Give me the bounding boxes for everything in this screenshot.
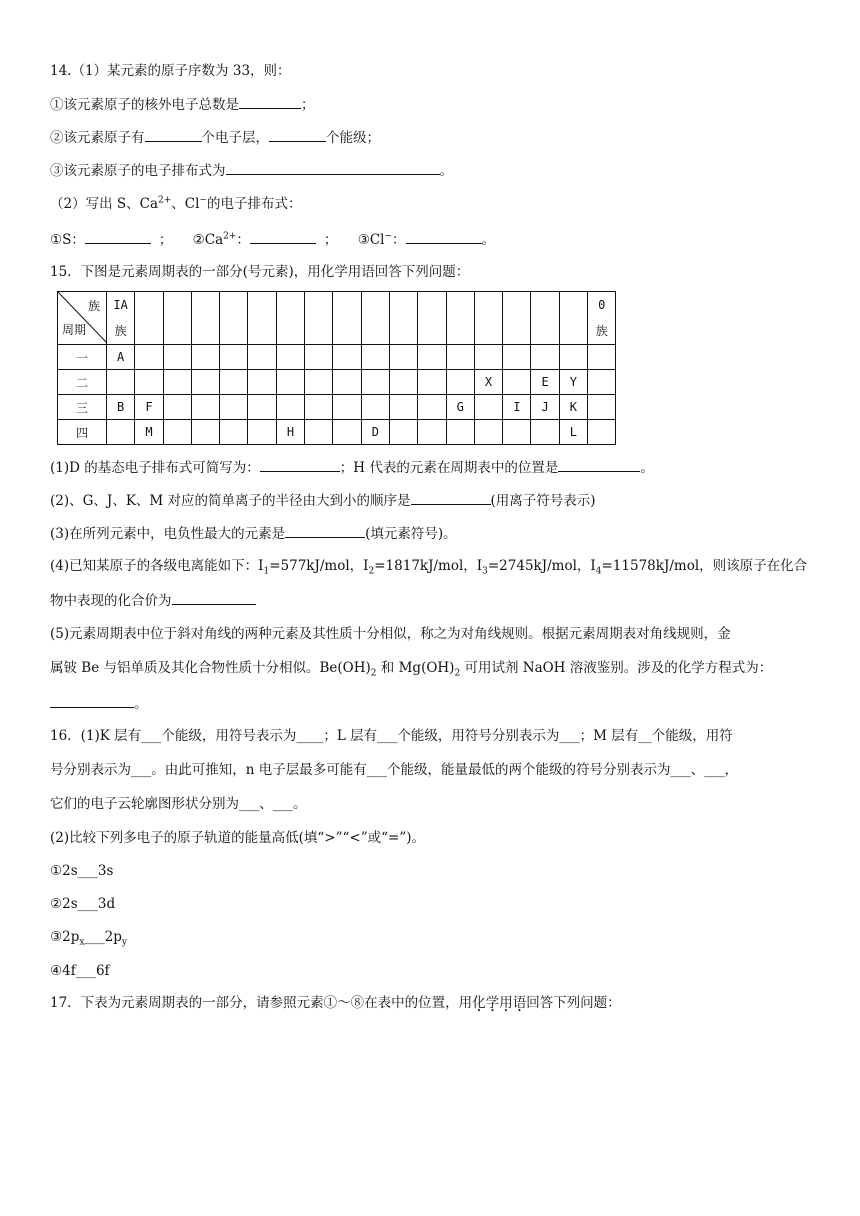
table-row xyxy=(58,420,616,445)
element-cell: J xyxy=(531,395,559,420)
element-cell xyxy=(191,370,219,395)
q16-line-3: 它们的电子云轮廓图形状分别为___、___。 xyxy=(50,796,307,812)
answer-blank[interactable] xyxy=(260,457,340,472)
element-cell xyxy=(418,395,446,420)
q15-title: 15．下图是元素周期表的一部分(号元素)，用化学用语回答下列问题： xyxy=(50,264,470,280)
element-cell xyxy=(418,345,446,370)
answer-blank[interactable] xyxy=(145,127,202,142)
element-cell xyxy=(276,345,304,370)
table-row xyxy=(58,345,616,370)
element-cell xyxy=(305,370,333,395)
element-cell xyxy=(531,420,559,445)
period-label: 四 xyxy=(58,420,107,445)
q14-item-2: ②该元素原子有 个电子层， 个能级； xyxy=(50,127,380,147)
element-cell: A xyxy=(107,345,135,370)
answer-blank[interactable] xyxy=(411,490,491,505)
table-row xyxy=(58,395,616,420)
element-cell xyxy=(276,370,304,395)
element-cell xyxy=(361,370,389,395)
element-cell: Y xyxy=(559,370,587,395)
element-cell xyxy=(389,395,417,420)
answer-blank[interactable] xyxy=(172,590,256,605)
corner-cell xyxy=(58,292,107,345)
q15-sub-5: (5)元素周期表中位于斜对角线的两种元素及其性质十分相似，称之为对角线规则。根据元素周期表对角线规则，金 xyxy=(50,626,731,642)
element-cell xyxy=(248,370,276,395)
element-cell xyxy=(389,345,417,370)
element-cell xyxy=(248,395,276,420)
element-cell xyxy=(389,420,417,445)
q15-sub-4: (4)已知某原子的各级电离能如下：$I_1=577kJ$/mol，$I_2=1817kJ$/mol，$I_3=2745kJ$/mol，$I_4=11578kJ$/mol，则该原子在化合 xyxy=(50,558,808,577)
q15-sub-2: (2)、G、J、K、M 对应的简单离子的半径由大到小的顺序是 (用离子符号表示) xyxy=(50,490,596,510)
element-cell xyxy=(191,345,219,370)
group-ia-header: IA 族 xyxy=(107,292,135,345)
element-cell: E xyxy=(531,370,559,395)
q15-sub-5-cont: 属铍 Be 与铝单质及其化合物性质十分相似。$Be(OH)_2$ 和 $Mg(OH)_2$ 可用试剂 NaOH 溶液鉴别。涉及的化学方程式为： xyxy=(50,660,773,679)
element-cell xyxy=(248,345,276,370)
element-cell xyxy=(361,395,389,420)
q16-part2-title: (2)比较下列多电子的原子轨道的能量高低(填“>”“<”或“=”)。 xyxy=(50,830,426,846)
element-cell xyxy=(107,370,135,395)
q16-compare-2: ②2s___3d xyxy=(50,896,116,912)
element-cell xyxy=(474,345,502,370)
element-cell xyxy=(503,345,531,370)
element-cell: M xyxy=(135,420,163,445)
element-cell xyxy=(248,420,276,445)
element-cell xyxy=(191,395,219,420)
element-cell xyxy=(361,345,389,370)
element-cell xyxy=(503,370,531,395)
answer-blank[interactable] xyxy=(85,229,151,244)
element-cell xyxy=(531,345,559,370)
element-cell xyxy=(305,420,333,445)
element-cell xyxy=(446,420,474,445)
q16-line-2: 号分别表示为___。由此可推知，n 电子层最多可能有___个能级，能量最低的两个能级的符号分别表示为___、___， xyxy=(50,762,738,778)
element-cell xyxy=(333,370,361,395)
corner-group-label: 族 xyxy=(87,299,100,313)
group-0-header: 0 族 xyxy=(588,292,616,345)
element-cell xyxy=(588,345,616,370)
element-cell: K xyxy=(559,395,587,420)
q15-sub-1: (1)D 的基态电子排布式可简写为： ；H 代表的元素在周期表中的位置是 。 xyxy=(50,457,654,477)
q16-compare-4: ④4f___6f xyxy=(50,963,110,979)
q16-compare-1: ①2s___3s xyxy=(50,863,114,879)
element-cell xyxy=(220,420,248,445)
element-cell: H xyxy=(276,420,304,445)
element-cell: F xyxy=(135,395,163,420)
q14-part2-answers: ①S： ； $②Ca^{2+}$： ； ③Cl−： 。 xyxy=(50,229,495,249)
q15-sub-5-answer: 。 xyxy=(50,693,148,713)
element-cell xyxy=(333,420,361,445)
element-cell: X xyxy=(474,370,502,395)
answer-blank[interactable] xyxy=(269,127,326,142)
element-cell xyxy=(474,395,502,420)
element-cell xyxy=(588,370,616,395)
period-label: 三 xyxy=(58,395,107,420)
element-cell xyxy=(588,420,616,445)
answer-blank[interactable] xyxy=(285,523,365,538)
element-cell: G xyxy=(446,395,474,420)
element-cell xyxy=(163,420,191,445)
q16-line-1: 16．(1)K 层有___个能级，用符号表示为____；L 层有___个能级，用符号分别表示为___；M 层有__个能级，用符 xyxy=(50,728,733,744)
element-cell: D xyxy=(361,420,389,445)
element-cell xyxy=(474,420,502,445)
q14-part2-title: （2）写出 S、$Ca^{2+}$、Cl−的电子排布式： xyxy=(50,195,302,212)
element-cell xyxy=(305,395,333,420)
q16-compare-3: $③2p_x\_\_\_2p_y$ xyxy=(50,929,127,948)
element-cell xyxy=(163,345,191,370)
corner-period-label: 周期 xyxy=(62,323,87,337)
answer-blank[interactable] xyxy=(250,229,316,244)
answer-blank[interactable] xyxy=(50,693,134,708)
element-cell xyxy=(559,345,587,370)
table-row xyxy=(58,370,616,395)
element-cell xyxy=(305,345,333,370)
element-cell xyxy=(276,395,304,420)
element-cell xyxy=(220,370,248,395)
table-header-row xyxy=(58,292,616,345)
element-cell xyxy=(163,395,191,420)
element-cell xyxy=(135,345,163,370)
element-cell xyxy=(135,370,163,395)
element-cell xyxy=(333,395,361,420)
element-cell xyxy=(107,420,135,445)
answer-blank[interactable] xyxy=(558,457,640,472)
q14-item-3: ③该元素原子的电子排布式为 。 xyxy=(50,160,453,180)
q15-sub-4-cont: 物中表现的化合价为 xyxy=(50,590,256,610)
element-cell: L xyxy=(559,420,587,445)
answer-blank[interactable] xyxy=(239,94,301,109)
period-label: 一 xyxy=(58,345,107,370)
element-cell xyxy=(588,395,616,420)
q14-item-1: ①该元素原子的核外电子总数是 ； xyxy=(50,94,315,114)
element-cell xyxy=(418,420,446,445)
q14-title: 14.（1）某元素的原子序数为 33，则： xyxy=(50,63,291,79)
q15-sub-3: (3)在所列元素中，电负性最大的元素是 (填元素符号)。 xyxy=(50,523,457,543)
element-cell xyxy=(333,345,361,370)
element-cell xyxy=(503,420,531,445)
element-cell xyxy=(446,345,474,370)
element-cell xyxy=(446,370,474,395)
answer-blank[interactable] xyxy=(226,160,440,175)
element-cell xyxy=(163,370,191,395)
q17-title: 17．下表为元素周期表的一部分，请参照元素①～⑧在表中的位置，用化学用语回答下列问题： xyxy=(50,995,621,1011)
element-cell xyxy=(389,370,417,395)
element-cell xyxy=(220,345,248,370)
element-cell xyxy=(191,420,219,445)
element-cell: B xyxy=(107,395,135,420)
element-cell xyxy=(418,370,446,395)
element-cell xyxy=(220,395,248,420)
periodic-table-fragment xyxy=(57,291,616,445)
element-cell: I xyxy=(503,395,531,420)
period-label: 二 xyxy=(58,370,107,395)
answer-blank[interactable] xyxy=(406,229,482,244)
